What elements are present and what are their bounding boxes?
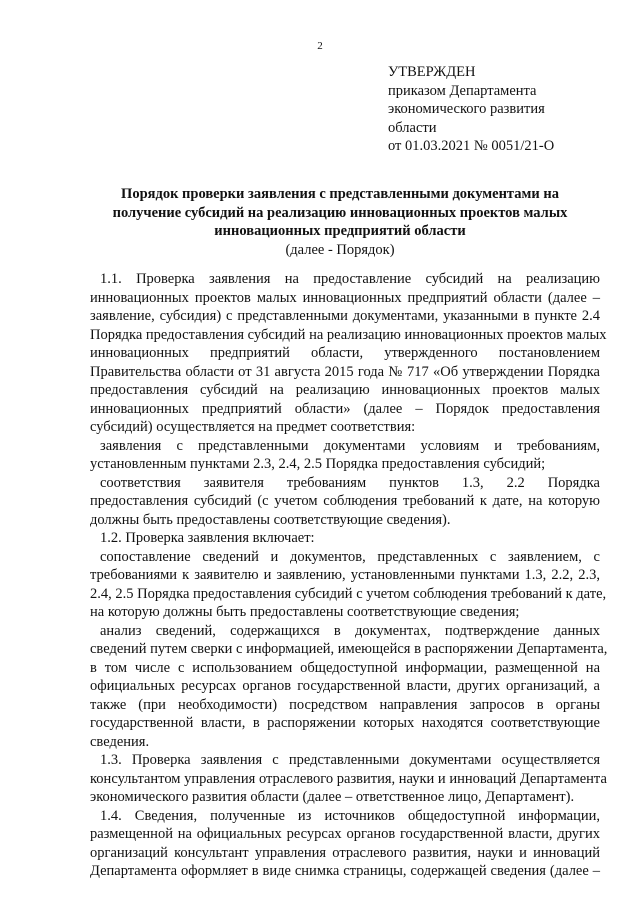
body-line: 1.2. Проверка заявления включает:: [100, 530, 315, 546]
document-body: [90, 270, 608, 881]
body-line: организаций консультант управления отраслевого развития, науки и инноваций: [90, 844, 600, 861]
approval-line: УТВЕРЖДЕН: [388, 64, 476, 80]
title-line: Порядок проверки заявления с представленными документами на: [121, 186, 559, 202]
body-line: экономического развития области (далее – ответственное лицо, Департамент).: [90, 789, 575, 805]
approval-line: экономического развития: [388, 101, 545, 117]
body-line: предоставления субсидий на реализацию инновационных проектов малых: [90, 382, 600, 398]
body-line: предоставления субсидий (с учетом соблюдения требований к дате, на которую: [90, 493, 600, 509]
body-line: также (при необходимости) посредством направления запросов в органы: [90, 696, 600, 713]
body-line: 1.1. Проверка заявления на предоставление субсидий на реализацию: [100, 271, 600, 287]
body-line: инновационных проектов малых инновационных предприятий области (далее –: [90, 289, 600, 306]
body-line: инновационных предприятий области, утвержденного постановлением: [90, 345, 600, 361]
body-line: 1.4. Сведения, полученные из источников общедоступной информации,: [100, 807, 600, 824]
body-line: в том числе с использованием общедоступной информации, размещенной на: [90, 659, 600, 676]
approval-line: приказом Департамента: [388, 82, 537, 99]
body-line: субсидий) осуществляется на предмет соответствия:: [90, 419, 416, 435]
title-line: получение субсидий на реализацию инновационных проектов малых: [112, 204, 568, 221]
document-title: [88, 185, 592, 259]
page-number: 2: [317, 40, 323, 52]
body-line: соответствия заявителя требованиям пунктов 1.3, 2.2 Порядка: [100, 474, 600, 491]
body-line: на которую должны быть предоставлены соответствующие сведения;: [90, 604, 520, 620]
body-line: размещенной на официальных ресурсах органов государственной власти, других: [90, 826, 600, 842]
body-line: установленным пунктами 2.3, 2.4, 2.5 Порядка предоставления субсидий;: [90, 456, 546, 472]
body-line: сведения.: [90, 733, 150, 750]
body-line: 1.3. Проверка заявления с представленными документами осуществляется: [100, 752, 600, 768]
approval-line: от 01.03.2021 № 0051/21-О: [388, 138, 555, 154]
body-line: заявление, субсидия) с представленными документами, указанными в пункте 2.4: [90, 308, 600, 324]
approval-line: области: [388, 119, 437, 136]
body-line: Порядка предоставления субсидий на реализацию инновационных проектов малых: [90, 326, 607, 343]
body-line: государственной власти, в распоряжении которых находятся соответствующие: [90, 715, 600, 731]
body-line: консультантом управления отраслевого развития, науки и инноваций Департамента: [90, 770, 607, 787]
body-line: Правительства области от 31 августа 2015 года № 717 «Об утверждении Порядка: [90, 363, 600, 380]
body-line: должны быть предоставлены соответствующие сведения).: [90, 511, 451, 528]
body-line: анализ сведений, содержащихся в документах, подтверждение данных: [100, 622, 600, 639]
body-line: инновационных предприятий области» (далее – Порядок предоставления: [90, 400, 600, 417]
body-line: сопоставление сведений и документов, представленных с заявлением, с: [100, 548, 600, 565]
approval-stamp: [388, 63, 618, 156]
body-line: сведений путем сверки с информацией, имеющейся в распоряжении Департамента,: [90, 641, 608, 657]
body-line: заявления с представленными документами условиям и требованиям,: [100, 437, 600, 454]
title-subline: (далее - Порядок): [285, 241, 395, 258]
title-line: инновационных предприятий области: [214, 223, 466, 239]
body-line: официальных ресурсах органов государственной власти, других организаций, а: [90, 678, 600, 694]
body-line: Департамента оформляет в виде снимка страницы, содержащей сведения (далее –: [90, 863, 600, 879]
body-line: требованиями к заявителю и заявлению, установленными пунктами 1.3, 2.2, 2.3,: [90, 567, 600, 583]
body-line: 2.4, 2.5 Порядка предоставления субсидий с учетом соблюдения требований к дате,: [90, 585, 607, 602]
